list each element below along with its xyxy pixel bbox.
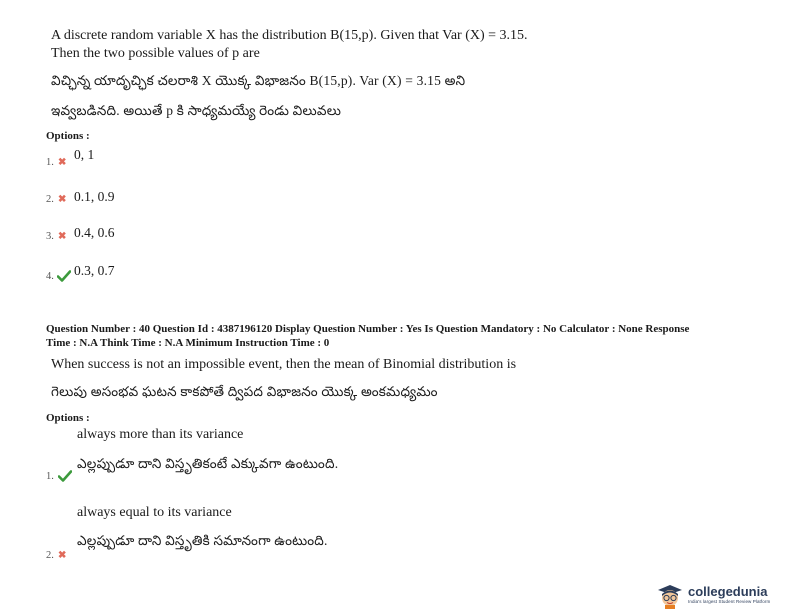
question-text-en: When success is not an impossible event, then the mean of Binomial distribution is	[51, 357, 517, 372]
question-text-te-line1: విచ్ఛిన్న యాదృచ్ఛిక చలరాశి X యొక్క విభాజనం B(15,p). Var (X) = 3.15 అని	[51, 73, 466, 88]
check-icon	[57, 270, 71, 282]
option-value: 0.3, 0.7	[74, 263, 115, 278]
option-value-te: ఎల్లప్పుడూ దాని విస్తృతికి సమానంగా ఉంటుంది.	[77, 533, 328, 548]
option-value-en: always more than its variance	[77, 427, 244, 442]
question-text-te-line2: ఇవ్వబడినది. అయితే p కి సాధ్యమయ్యే రెండు విలువలు	[51, 103, 342, 118]
logo-name: collegedunia	[688, 584, 768, 599]
logo-tagline: India's largest Student Review Platform	[688, 599, 771, 604]
option-number: 1.	[46, 471, 54, 482]
question-meta-line2: Time : N.A Think Time : N.A Minimum Instruction Time : 0	[46, 337, 330, 349]
collegedunia-logo	[654, 583, 790, 609]
question-text-en-line1: A discrete random variable X has the distribution B(15,p). Given that Var (X) = 3.15.	[51, 28, 528, 43]
option-number: 1.	[46, 157, 54, 168]
question-text-en-line2: Then the two possible values of p are	[51, 46, 260, 61]
check-icon	[58, 470, 72, 482]
options-label: Options :	[46, 130, 90, 142]
cross-icon: ✖	[58, 194, 67, 205]
question-meta-line1: Question Number : 40 Question Id : 4387196120 Display Question Number : Yes Is Question Mandatory : No Calculator : None Response	[46, 323, 690, 335]
option-number: 3.	[46, 231, 54, 242]
option-value: 0, 1	[74, 147, 95, 162]
option-number: 4.	[46, 271, 54, 282]
options-label: Options :	[46, 412, 90, 424]
option-number: 2.	[46, 550, 54, 561]
cross-icon: ✖	[58, 157, 67, 168]
option-value: 0.4, 0.6	[74, 225, 115, 240]
student-mascot-icon	[656, 583, 684, 609]
option-number: 2.	[46, 194, 54, 205]
question-text-te: గెలుపు అసంభవ ఘటన కాకపోతే ద్విపద విభాజనం యొక్క అంకమధ్యమం	[51, 384, 438, 399]
cross-icon: ✖	[58, 550, 67, 561]
option-value-en: always equal to its variance	[77, 505, 232, 520]
cross-icon: ✖	[58, 231, 67, 242]
option-value: 0.1, 0.9	[74, 189, 115, 204]
option-value-te: ఎల్లప్పుడూ దాని విస్తృతికంటే ఎక్కువగా ఉంటుంది.	[77, 456, 339, 471]
